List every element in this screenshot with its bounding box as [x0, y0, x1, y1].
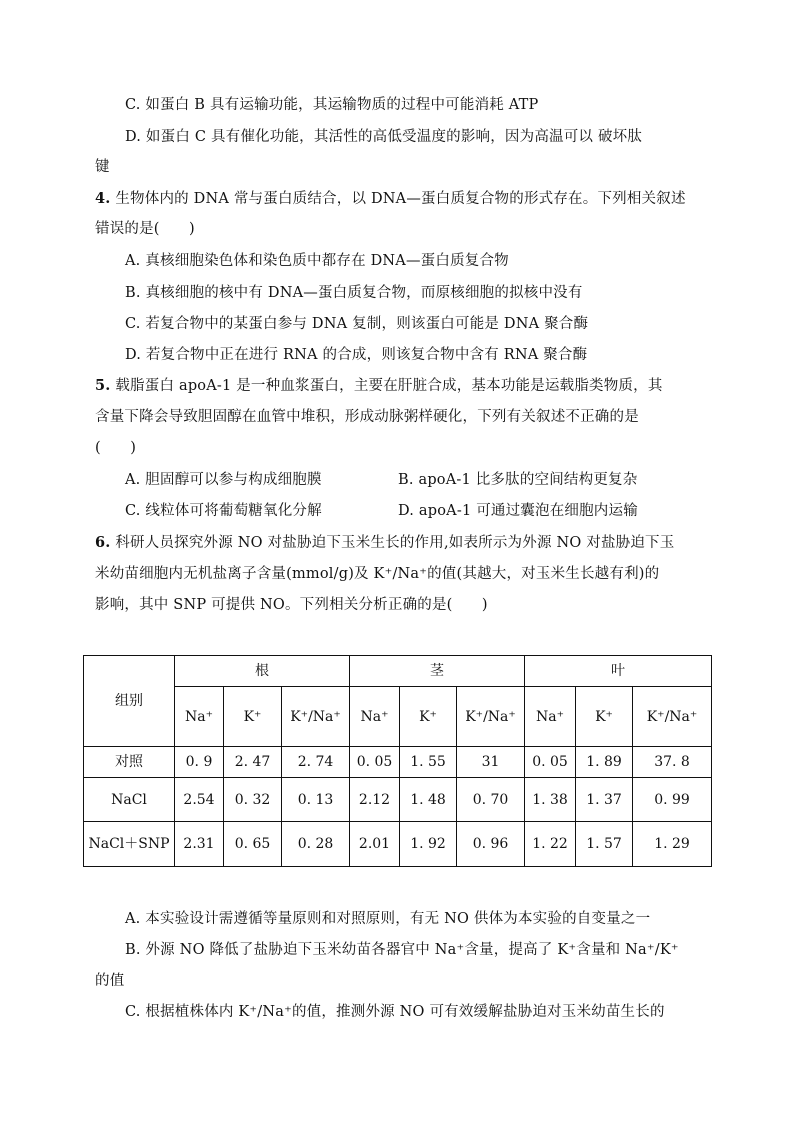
q3-option-c: C. 如蛋白 B 具有运输功能，其运输物质的过程中可能消耗 ATP — [125, 97, 539, 113]
q5-stem-line2: 含量下降会导致胆固醇在血管中堆积，形成动脉粥样硬化，下列有关叙述不正确的是 — [95, 409, 639, 425]
table-header-row-organs — [84, 656, 712, 687]
q6-stem-line3: 影响，其中 SNP 可提供 NO。下列相关分析正确的是( ) — [95, 597, 488, 613]
q4-option-c: C. 若复合物中的某蛋白参与 DNA 复制，则该蛋白可能是 DNA 聚合酶 — [125, 316, 589, 332]
value-cell: 0. 65 — [224, 822, 282, 867]
q4-option-b: B. 真核细胞的核中有 DNA—蛋白质复合物，而原核细胞的拟核中没有 — [125, 285, 583, 301]
q4-stem-text: 生物体内的 DNA 常与蛋白质结合，以 DNA—蛋白质复合物的形式存在。下列相关叙述 — [115, 191, 686, 207]
sub-header: Na⁺ — [525, 687, 576, 747]
q3-option-d-line1: D. 如蛋白 C 具有催化功能，其活性的高低受温度的影响，因为高温可以 破坏肽 — [125, 129, 643, 145]
sub-header: K⁺/Na⁺ — [633, 687, 712, 747]
group-cell: 对照 — [84, 747, 175, 778]
value-cell: 1. 48 — [400, 778, 457, 822]
value-cell: 2.54 — [175, 778, 224, 822]
value-cell: 0. 05 — [525, 747, 576, 778]
organ-header-stem: 茎 — [350, 656, 525, 687]
value-cell: 2.12 — [350, 778, 400, 822]
organ-header-leaf: 叶 — [525, 656, 712, 687]
q5-option-c: C. 线粒体可将葡萄糖氧化分解 — [125, 503, 322, 519]
q5-stem-text: 载脂蛋白 apoA-1 是一种血浆蛋白，主要在肝脏合成，基本功能是运载脂类物质，其 — [115, 378, 663, 394]
group-header-cell: 组别 — [84, 656, 175, 747]
value-cell: 1. 37 — [576, 778, 633, 822]
q6-stem-text: 科研人员探究外源 NO 对盐胁迫下玉米生长的作用,如表所示为外源 NO 对盐胁迫下玉 — [115, 535, 675, 551]
value-cell: 0. 13 — [282, 778, 350, 822]
q6-stem-line1 — [95, 532, 701, 554]
organ-header-root: 根 — [175, 656, 350, 687]
sub-header: K⁺ — [224, 687, 282, 747]
q5-stem-line3: ( ) — [95, 440, 137, 456]
q6-option-b-line2: 的值 — [95, 973, 125, 989]
sub-header: K⁺ — [576, 687, 633, 747]
value-cell: 1. 29 — [633, 822, 712, 867]
sub-header: K⁺/Na⁺ — [282, 687, 350, 747]
value-cell: 2.01 — [350, 822, 400, 867]
q5-stem-line1 — [95, 375, 701, 397]
q4-stem-line2: 错误的是( ) — [95, 221, 195, 237]
q6-number: 6. — [95, 534, 111, 551]
value-cell: 31 — [457, 747, 525, 778]
value-cell: 1. 55 — [400, 747, 457, 778]
table-row — [84, 778, 712, 822]
value-cell: 1. 22 — [525, 822, 576, 867]
value-cell: 0. 05 — [350, 747, 400, 778]
value-cell: 1. 38 — [525, 778, 576, 822]
q6-stem-line2: 米幼苗细胞内无机盐离子含量(mmol/g)及 K⁺/Na⁺的值(其越大，对玉米生长越有利)的 — [95, 566, 660, 582]
value-cell: 0. 70 — [457, 778, 525, 822]
value-cell: 2. 47 — [224, 747, 282, 778]
group-cell: NaCl＋SNP — [84, 822, 175, 867]
value-cell: 0. 99 — [633, 778, 712, 822]
value-cell: 0. 28 — [282, 822, 350, 867]
value-cell: 0. 9 — [175, 747, 224, 778]
sub-header: Na⁺ — [350, 687, 400, 747]
q4-option-d: D. 若复合物中正在进行 RNA 的合成，则该复合物中含有 RNA 聚合酶 — [125, 347, 588, 363]
q5-option-b: B. apoA-1 比多肽的空间结构更复杂 — [398, 472, 638, 488]
value-cell: 2. 74 — [282, 747, 350, 778]
value-cell: 1. 92 — [400, 822, 457, 867]
q6-option-c-line1: C. 根据植株体内 K⁺/Na⁺的值，推测外源 NO 可有效缓解盐胁迫对玉米幼苗生长的 — [125, 1004, 665, 1020]
ion-content-table — [83, 655, 712, 867]
q5-number: 5. — [95, 377, 111, 394]
sub-header: K⁺/Na⁺ — [457, 687, 525, 747]
q5-option-a: A. 胆固醇可以参与构成细胞膜 — [125, 472, 322, 488]
sub-header: Na⁺ — [175, 687, 224, 747]
value-cell: 1. 57 — [576, 822, 633, 867]
q6-option-b-line1: B. 外源 NO 降低了盐胁迫下玉米幼苗各器官中 Na⁺含量，提高了 K⁺含量和 Na⁺/K⁺ — [125, 942, 679, 958]
q4-stem-line1 — [95, 188, 701, 210]
value-cell: 0. 96 — [457, 822, 525, 867]
value-cell: 2.31 — [175, 822, 224, 867]
q4-number: 4. — [95, 190, 111, 207]
value-cell: 1. 89 — [576, 747, 633, 778]
table-row — [84, 822, 712, 867]
value-cell: 0. 32 — [224, 778, 282, 822]
q3-option-d-line2: 键 — [95, 159, 110, 175]
table-header-row-ions — [84, 687, 712, 747]
value-cell: 37. 8 — [633, 747, 712, 778]
q6-option-a: A. 本实验设计需遵循等量原则和对照原则，有无 NO 供体为本实验的自变量之一 — [125, 911, 651, 927]
q5-option-d: D. apoA-1 可通过囊泡在细胞内运输 — [398, 503, 638, 519]
group-cell: NaCl — [84, 778, 175, 822]
sub-header: K⁺ — [400, 687, 457, 747]
q4-option-a: A. 真核细胞染色体和染色质中都存在 DNA—蛋白质复合物 — [125, 253, 509, 269]
table-row — [84, 747, 712, 778]
